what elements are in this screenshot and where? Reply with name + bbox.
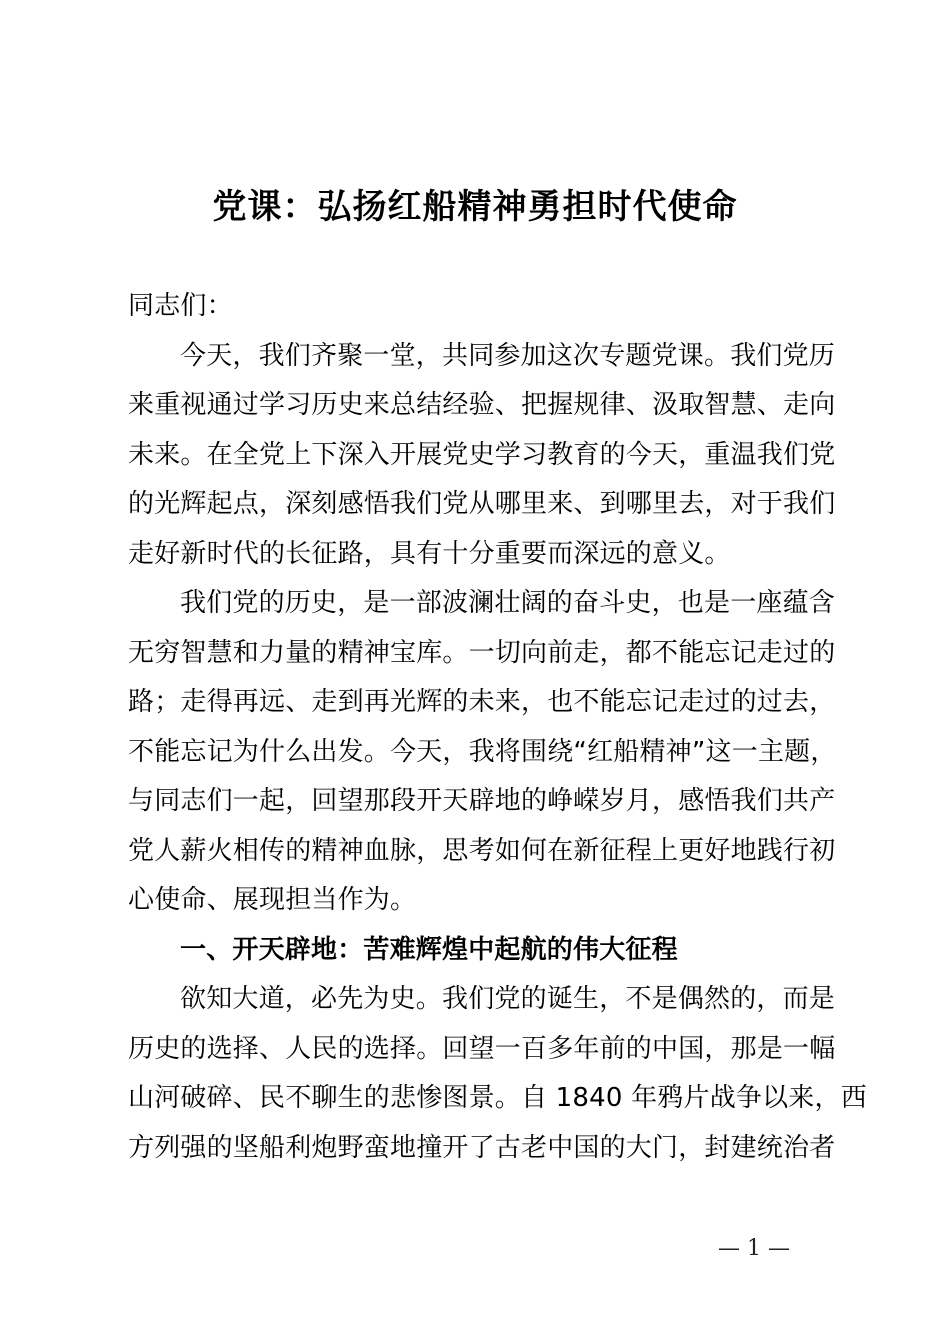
paragraph-line: 我们党的历史，是一部波澜壮阔的奋斗史，也是一座蕴含	[180, 588, 836, 618]
salutation: 同志们：	[128, 291, 233, 321]
paragraph-line: 无穷智慧和力量的精神宝库。一切向前走，都不能忘记走过的	[128, 637, 836, 668]
paragraph-line: 历史的选择、人民的选择。回望一百多年前的中国，那是一幅	[128, 1033, 836, 1064]
paragraph-line: 走好新时代的长征路，具有十分重要而深远的意义。	[128, 538, 731, 569]
paragraph-line: 心使命、展现担当作为。	[128, 885, 417, 915]
paragraph-line: 与同志们一起，回望那段开天辟地的峥嵘岁月，感悟我们共产	[128, 786, 836, 816]
paragraph-line: 未来。在全党上下深入开展党史学习教育的今天，重温我们党	[128, 439, 836, 470]
paragraph-line: 路；走得再远、走到再光辉的未来，也不能忘记走过的过去，	[128, 687, 836, 717]
paragraph-line: 今天，我们齐聚一堂，共同参加这次专题党课。我们党历	[180, 340, 836, 371]
page-number: — 1 —	[718, 1236, 790, 1261]
paragraph-line: 欲知大道，必先为史。我们党的诞生，不是偶然的，而是	[180, 984, 836, 1014]
section-heading: 一、开天辟地：苦难辉煌中起航的伟大征程	[180, 934, 678, 965]
paragraph-line: 的光辉起点，深刻感悟我们党从哪里来、到哪里去，对于我们	[128, 489, 836, 519]
paragraph-line: 来重视通过学习历史来总结经验、把握规律、汲取智慧、走向	[128, 390, 836, 420]
paragraph-line: 党人薪火相传的精神血脉，思考如何在新征程上更好地践行初	[128, 835, 836, 866]
document-title: 党课：弘扬红船精神勇担时代使命	[212, 187, 738, 227]
paragraph-line: 不能忘记为什么出发。今天，我将围绕“红船精神”这一主题，	[128, 736, 837, 767]
document-body	[128, 282, 867, 1173]
paragraph-line: 方列强的坚船利炮野蛮地撞开了古老中国的大门，封建统治者	[128, 1132, 836, 1163]
paragraph-line: 山河破碎、民不聊生的悲惨图景。自 1840 年鸦片战争以来，西	[128, 1083, 867, 1113]
